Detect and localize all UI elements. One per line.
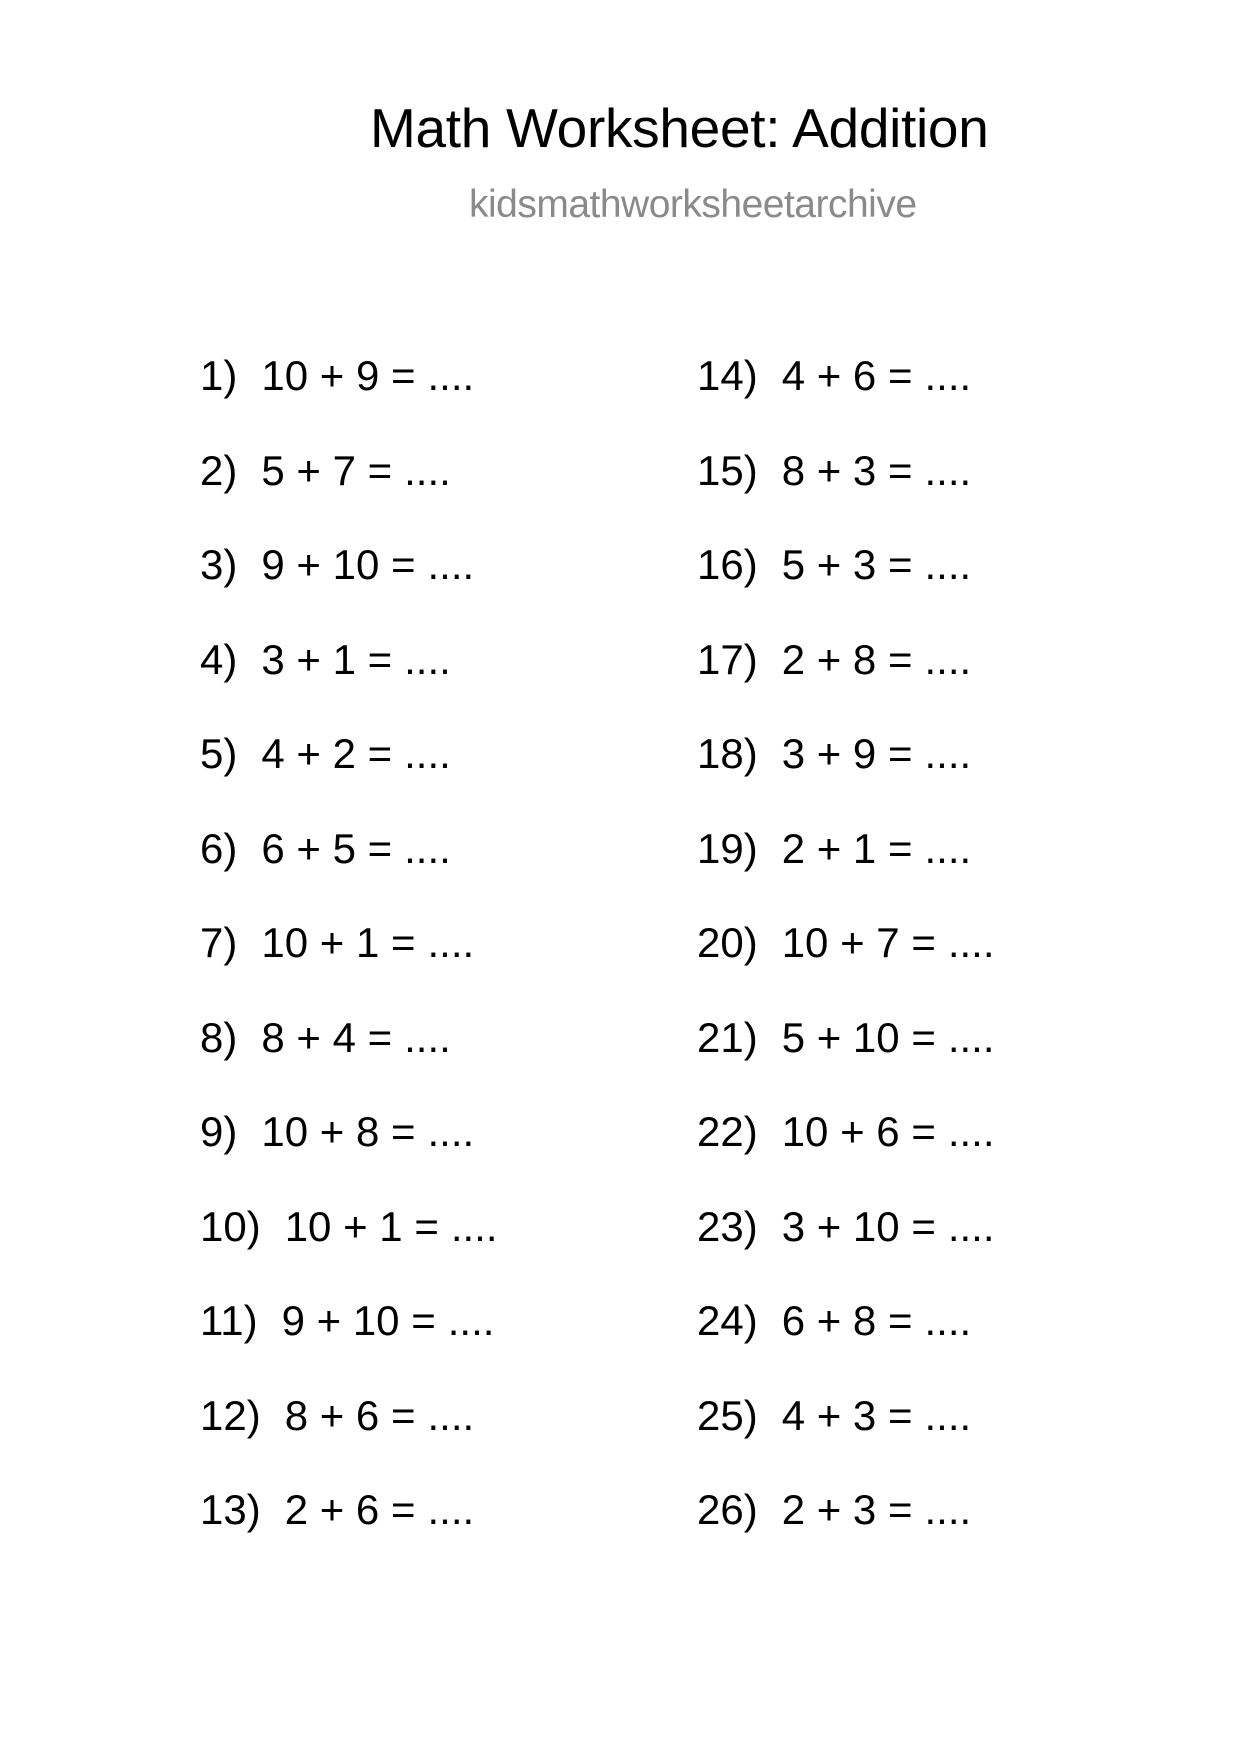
- problem-item: [200, 636, 498, 731]
- problem-number: 15): [697, 446, 758, 494]
- problem-number: 24): [697, 1297, 758, 1344]
- problem-expression: 3 + 9 =: [781, 730, 913, 777]
- answer-blank[interactable]: ....: [427, 1108, 475, 1155]
- problem-expression: 8 + 6 =: [284, 1391, 416, 1439]
- problem-number: 17): [697, 635, 758, 683]
- problem-item: [200, 1392, 498, 1487]
- problem-number: 3): [200, 541, 238, 588]
- answer-blank[interactable]: ....: [450, 1202, 498, 1250]
- answer-blank[interactable]: ....: [404, 635, 451, 683]
- answer-blank[interactable]: ....: [427, 919, 475, 966]
- problem-item: [200, 825, 498, 920]
- page-subtitle: kidsmathworksheetarchive: [469, 183, 917, 226]
- problem-expression: 4 + 3 =: [781, 1391, 913, 1439]
- problem-number: 16): [697, 541, 758, 588]
- problem-number: 18): [697, 730, 758, 777]
- answer-blank[interactable]: ....: [947, 919, 995, 966]
- problem-item: [697, 541, 995, 636]
- problem-number: 22): [697, 1108, 758, 1155]
- answer-blank[interactable]: ....: [924, 824, 972, 872]
- answer-blank[interactable]: ....: [447, 1297, 495, 1344]
- problem-expression: 9 + 10 =: [261, 541, 416, 588]
- answer-blank[interactable]: ....: [924, 352, 972, 399]
- problem-item: [200, 1486, 498, 1581]
- problem-expression: 8 + 4 =: [261, 1013, 393, 1061]
- problem-item: [200, 1108, 498, 1203]
- problem-number: 12): [200, 1391, 261, 1439]
- problem-number: 23): [697, 1202, 758, 1250]
- problem-expression: 9 + 10 =: [281, 1297, 436, 1344]
- problem-number: 20): [697, 919, 758, 966]
- problem-number: 7): [200, 919, 238, 966]
- answer-blank[interactable]: ....: [427, 541, 475, 588]
- problem-number: 26): [697, 1486, 758, 1533]
- problem-expression: 4 + 2 =: [261, 730, 393, 777]
- answer-blank[interactable]: ....: [427, 1391, 475, 1439]
- problem-item: [697, 447, 995, 542]
- answer-blank[interactable]: ....: [404, 1013, 451, 1061]
- problem-item: [200, 541, 498, 636]
- problem-expression: 3 + 10 =: [781, 1202, 936, 1250]
- answer-blank[interactable]: ....: [404, 446, 451, 494]
- problem-expression: 2 + 6 =: [284, 1486, 416, 1533]
- answer-blank[interactable]: ....: [924, 1297, 972, 1344]
- problem-item: [200, 730, 498, 825]
- problem-item: [697, 636, 995, 731]
- problem-expression: 10 + 6 =: [781, 1108, 936, 1155]
- problem-expression: 5 + 3 =: [781, 541, 913, 588]
- answer-blank[interactable]: ....: [924, 446, 972, 494]
- problem-item: [697, 1014, 995, 1109]
- problem-expression: 6 + 5 =: [261, 824, 393, 872]
- problem-number: 9): [200, 1108, 238, 1155]
- problem-item: [697, 1203, 995, 1298]
- problem-item: [200, 447, 498, 542]
- answer-blank[interactable]: ....: [947, 1108, 995, 1155]
- problem-item: [200, 1014, 498, 1109]
- problem-item: [697, 1108, 995, 1203]
- problem-column-right: [697, 352, 995, 1581]
- problem-expression: 2 + 3 =: [781, 1486, 913, 1533]
- problem-number: 21): [697, 1013, 758, 1061]
- problem-expression: 10 + 1 =: [284, 1202, 439, 1250]
- problem-expression: 10 + 8 =: [261, 1108, 416, 1155]
- problem-item: [200, 1297, 498, 1392]
- problem-column-left: [200, 352, 498, 1581]
- problem-item: [200, 919, 498, 1014]
- answer-blank[interactable]: ....: [947, 1013, 995, 1061]
- problem-item: [697, 919, 995, 1014]
- problem-expression: 8 + 3 =: [781, 446, 913, 494]
- answer-blank[interactable]: ....: [427, 1486, 475, 1533]
- problem-expression: 5 + 10 =: [781, 1013, 936, 1061]
- problem-expression: 10 + 9 =: [261, 352, 416, 399]
- problem-expression: 2 + 8 =: [781, 635, 913, 683]
- problem-number: 1): [200, 352, 238, 399]
- problem-number: 19): [697, 824, 758, 872]
- problem-expression: 10 + 7 =: [781, 919, 936, 966]
- problem-item: [697, 825, 995, 920]
- problem-expression: 6 + 8 =: [781, 1297, 913, 1344]
- problem-item: [697, 1297, 995, 1392]
- problem-item: [697, 1392, 995, 1487]
- problem-expression: 4 + 6 =: [781, 352, 913, 399]
- problem-item: [200, 1203, 498, 1298]
- answer-blank[interactable]: ....: [924, 541, 972, 588]
- problem-expression: 5 + 7 =: [261, 446, 393, 494]
- answer-blank[interactable]: ....: [924, 635, 972, 683]
- problem-item: [697, 352, 995, 447]
- page-title: Math Worksheet: Addition: [370, 97, 989, 159]
- answer-blank[interactable]: ....: [404, 824, 451, 872]
- problem-number: 10): [200, 1202, 261, 1250]
- answer-blank[interactable]: ....: [924, 1486, 972, 1533]
- problem-expression: 3 + 1 =: [261, 635, 393, 683]
- problem-number: 25): [697, 1391, 758, 1439]
- answer-blank[interactable]: ....: [924, 730, 972, 777]
- problem-number: 13): [200, 1486, 261, 1533]
- problem-item: [697, 1486, 995, 1581]
- problem-number: 6): [200, 824, 238, 872]
- answer-blank[interactable]: ....: [404, 730, 451, 777]
- problem-number: 14): [697, 352, 758, 399]
- problem-number: 5): [200, 730, 238, 777]
- problem-expression: 2 + 1 =: [781, 824, 913, 872]
- answer-blank[interactable]: ....: [947, 1202, 995, 1250]
- problem-number: 8): [200, 1013, 238, 1061]
- problem-number: 11): [200, 1297, 258, 1344]
- answer-blank[interactable]: ....: [924, 1391, 972, 1439]
- answer-blank[interactable]: ....: [427, 352, 475, 399]
- problem-item: [697, 730, 995, 825]
- problem-number: 4): [200, 635, 238, 683]
- problem-number: 2): [200, 446, 238, 494]
- problem-expression: 10 + 1 =: [261, 919, 416, 966]
- problem-item: [200, 352, 498, 447]
